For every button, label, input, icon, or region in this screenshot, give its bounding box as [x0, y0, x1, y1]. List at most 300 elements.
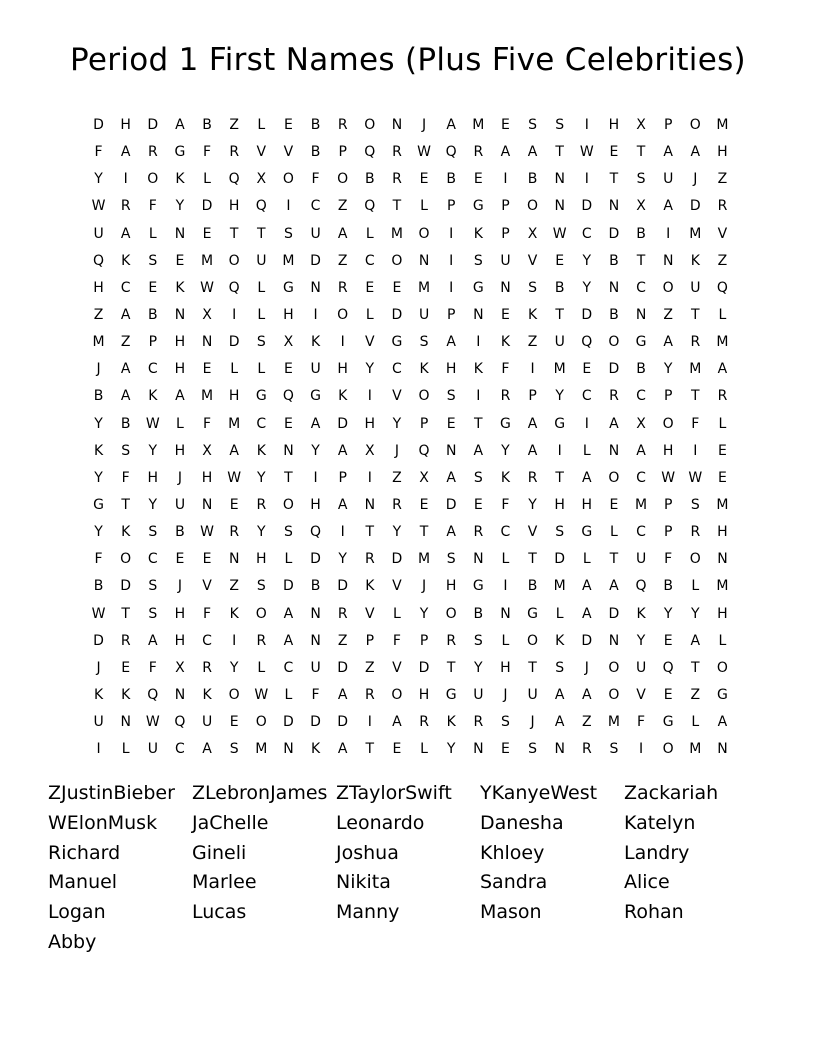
grid-letter: C [636, 524, 646, 541]
grid-letter: O [662, 415, 674, 432]
grid-letter: T [229, 225, 239, 242]
grid-letter: G [717, 686, 728, 703]
grid-letter: T [392, 198, 402, 215]
grid-letter: N [418, 252, 430, 269]
grid-letter: E [392, 741, 402, 758]
grid-letter: A [690, 144, 701, 161]
grid-letter: U [310, 361, 321, 378]
grid-letter: J [421, 578, 427, 595]
grid-letter: M [607, 714, 620, 731]
grid-letter: E [501, 306, 510, 323]
grid-letter: Z [337, 252, 348, 269]
grid-letter: G [445, 686, 457, 703]
grid-letter: T [284, 469, 293, 486]
grid-letter: W [91, 605, 106, 622]
grid-row [85, 709, 736, 736]
grid-letter: N [500, 279, 511, 296]
grid-letter: F [94, 551, 103, 568]
grid-letter: V [717, 225, 728, 242]
word-list-item: Gineli [192, 841, 247, 864]
grid-letter: U [690, 279, 701, 296]
grid-letter: V [365, 605, 375, 622]
grid-letter: Q [716, 279, 728, 296]
grid-letter: L [691, 714, 700, 731]
grid-letter: N [174, 306, 186, 323]
grid-letter: U [418, 306, 430, 323]
grid-letter: G [635, 334, 647, 351]
grid-letter: I [123, 171, 128, 188]
word-list-item: Abby [48, 930, 97, 953]
word-list-item: Manny [336, 901, 400, 924]
grid-letter: C [364, 252, 375, 269]
grid-letter: F [311, 686, 320, 703]
grid-row [85, 546, 736, 573]
grid-letter: E [229, 496, 239, 513]
grid-letter: G [472, 578, 484, 595]
grid-letter: W [200, 279, 214, 296]
grid-letter: T [365, 524, 375, 541]
grid-letter: K [690, 252, 700, 269]
grid-letter: E [501, 117, 510, 133]
grid-letter: F [94, 144, 103, 161]
grid-letter: I [367, 388, 372, 405]
grid-letter: D [283, 714, 294, 731]
grid-letter: P [446, 198, 456, 215]
grid-letter: O [445, 605, 457, 622]
grid-letter: K [121, 686, 131, 703]
grid-row [85, 519, 736, 546]
grid-letter: O [689, 551, 701, 568]
grid-letter: R [717, 388, 728, 405]
grid-letter: G [310, 388, 321, 405]
grid-letter: D [418, 659, 430, 676]
grid-letter: L [582, 551, 591, 568]
grid-letter: N [228, 551, 240, 568]
word-list-item: Khloey [480, 841, 545, 864]
grid-letter: W [688, 469, 703, 486]
grid-letter: U [201, 714, 213, 731]
grid-letter: J [394, 442, 399, 459]
grid-letter: A [446, 334, 456, 351]
grid-letter: Q [147, 686, 159, 703]
grid-letter: L [284, 551, 293, 568]
grid-letter: R [120, 198, 131, 215]
grid-letter: I [449, 252, 454, 269]
grid-letter: S [419, 334, 429, 351]
grid-letter: I [476, 388, 481, 405]
grid-letter: A [582, 605, 592, 622]
word-list-item: YKanyeWest [480, 782, 598, 804]
grid-letter: O [337, 171, 349, 188]
grid-letter: E [663, 686, 673, 703]
grid-letter: K [229, 605, 239, 622]
grid-letter: H [717, 605, 728, 622]
grid-letter: B [663, 578, 673, 595]
page-title: Period 1 First Names (Plus Five Celebrities) [70, 42, 746, 78]
grid-letter: A [175, 388, 185, 405]
grid-letter: R [229, 524, 240, 541]
grid-letter: I [503, 578, 508, 595]
grid-row [85, 248, 736, 275]
grid-letter: N [717, 551, 728, 568]
grid-letter: T [636, 252, 646, 269]
grid-letter: A [473, 442, 484, 459]
grid-letter: I [367, 469, 372, 486]
grid-letter: E [663, 632, 673, 649]
grid-letter: Q [418, 442, 430, 459]
grid-letter: Y [663, 361, 673, 378]
grid-letter: E [365, 279, 375, 296]
grid-letter: P [663, 117, 673, 133]
grid-letter: W [227, 469, 242, 486]
grid-letter: K [175, 279, 185, 296]
grid-letter: Q [445, 144, 457, 161]
grid-letter: N [391, 117, 403, 133]
grid-letter: G [174, 144, 186, 161]
grid-letter: I [557, 442, 562, 459]
grid-letter: S [283, 524, 293, 541]
grid-letter: I [530, 361, 535, 378]
grid-letter: D [283, 578, 294, 595]
grid-letter: Y [229, 659, 239, 676]
grid-letter: M [282, 252, 295, 269]
grid-letter: H [120, 117, 131, 133]
grid-letter: H [147, 469, 159, 486]
grid-letter: W [254, 686, 269, 703]
grid-letter: R [337, 605, 348, 622]
grid-letter: Y [148, 496, 158, 513]
grid-letter: M [92, 334, 105, 351]
grid-letter: B [93, 578, 104, 595]
grid-letter: Y [338, 551, 347, 568]
grid-letter: O [255, 605, 267, 622]
grid-letter: J [530, 714, 535, 731]
grid-letter: W [417, 144, 431, 161]
grid-letter: N [310, 279, 321, 296]
grid-letter: J [96, 659, 101, 676]
grid-letter: A [636, 442, 646, 459]
grid-row [85, 492, 736, 519]
grid-letter: D [337, 659, 349, 676]
grid-letter: S [446, 551, 456, 568]
grid-letter: S [229, 741, 239, 758]
grid-letter: M [472, 117, 485, 133]
grid-letter: L [718, 415, 727, 432]
grid-letter: E [175, 551, 185, 568]
word-list-item: Marlee [192, 871, 257, 894]
grid-letter: O [337, 306, 349, 323]
grid-letter: M [716, 117, 729, 133]
grid-letter: M [390, 225, 403, 242]
grid-letter: E [202, 361, 212, 378]
grid-letter: A [337, 741, 348, 758]
grid-letter: L [284, 686, 293, 703]
grid-letter: W [579, 144, 594, 161]
grid-letter: L [420, 741, 428, 758]
grid-letter: I [286, 198, 291, 215]
grid-letter: I [340, 334, 345, 351]
grid-letter: B [636, 225, 646, 242]
grid-letter: E [718, 469, 727, 486]
grid-letter: T [636, 144, 646, 161]
grid-letter: D [581, 306, 593, 323]
grid-letter: M [553, 578, 566, 595]
grid-letter: C [147, 551, 158, 568]
grid-letter: G [581, 524, 593, 541]
grid-letter: K [310, 334, 321, 351]
grid-letter: T [691, 388, 700, 405]
grid-row [85, 465, 736, 492]
grid-letter: Y [691, 605, 700, 622]
grid-letter: N [554, 198, 565, 215]
grid-row [85, 193, 736, 220]
grid-letter: A [663, 198, 673, 215]
grid-letter: A [120, 225, 131, 242]
word-list-item: JaChelle [192, 811, 269, 834]
grid-letter: I [503, 171, 508, 188]
grid-letter: M [255, 741, 268, 758]
grid-letter: Y [148, 442, 158, 459]
grid-row [85, 302, 736, 329]
grid-letter: U [310, 225, 321, 242]
grid-letter: R [120, 632, 131, 649]
grid-letter: Y [94, 469, 103, 486]
grid-letter: H [418, 686, 430, 703]
grid-letter: X [256, 171, 267, 188]
grid-letter: M [689, 741, 702, 758]
grid-letter: X [365, 442, 375, 459]
grid-letter: S [446, 388, 456, 405]
grid-row [85, 438, 736, 465]
word-list-item: Joshua [336, 841, 399, 864]
grid-letter: O [391, 252, 403, 269]
grid-letter: S [555, 117, 565, 133]
word-list-item: ZJustinBieber [48, 782, 175, 804]
grid-letter: S [555, 659, 565, 676]
grid-letter: L [393, 605, 401, 622]
grid-letter: H [581, 496, 593, 513]
grid-letter: K [555, 632, 565, 649]
grid-letter: P [148, 334, 158, 351]
grid-letter: C [175, 741, 185, 758]
grid-letter: K [419, 361, 429, 378]
grid-letter: E [555, 252, 565, 269]
grid-letter: I [638, 741, 644, 758]
grid-letter: N [608, 632, 620, 649]
grid-letter: P [365, 632, 375, 649]
grid-letter: G [662, 714, 674, 731]
grid-row [85, 221, 736, 248]
grid-letter: A [609, 578, 619, 595]
grid-letter: H [174, 632, 186, 649]
grid-letter: A [554, 686, 565, 703]
grid-letter: E [446, 415, 456, 432]
grid-letter: A [337, 686, 348, 703]
grid-letter: L [718, 632, 727, 649]
grid-letter: F [148, 659, 157, 676]
grid-letter: N [500, 605, 511, 622]
grid-letter: A [446, 117, 456, 133]
word-list-item: Mason [480, 901, 542, 924]
grid-letter: H [337, 361, 348, 378]
grid-letter: T [555, 469, 564, 486]
grid-letter: Q [635, 578, 647, 595]
grid-letter: W [552, 225, 567, 242]
grid-letter: K [202, 686, 212, 703]
grid-letter: Z [337, 632, 348, 649]
grid-letter: N [174, 225, 186, 242]
grid-letter: B [527, 578, 538, 595]
grid-letter: L [691, 578, 700, 595]
grid-letter: N [608, 198, 620, 215]
word-list-item: Danesha [480, 811, 564, 834]
word-list-item: Lucas [192, 901, 247, 924]
grid-row [85, 682, 736, 709]
grid-letter: N [283, 741, 294, 758]
grid-letter: V [527, 524, 538, 541]
grid-letter: N [120, 714, 131, 731]
grid-letter: I [693, 442, 698, 459]
grid-letter: L [610, 524, 618, 541]
grid-letter: I [367, 714, 372, 731]
grid-letter: A [337, 442, 348, 459]
grid-letter: R [527, 469, 538, 486]
grid-letter: G [472, 279, 484, 296]
grid-letter: I [232, 632, 237, 649]
grid-letter: Q [93, 252, 105, 269]
grid-letter: A [175, 117, 185, 133]
grid-letter: L [257, 361, 266, 378]
grid-letter: Q [662, 659, 674, 676]
grid-letter: K [636, 605, 646, 622]
grid-letter: F [148, 198, 157, 215]
grid-letter: B [365, 171, 375, 188]
grid-letter: U [473, 686, 484, 703]
grid-letter: E [284, 415, 293, 432]
grid-letter: C [500, 524, 511, 541]
word-list-item: Nikita [336, 871, 391, 894]
grid-letter: R [392, 144, 402, 161]
grid-letter: C [581, 388, 592, 405]
grid-row [85, 275, 736, 302]
grid-letter: O [228, 252, 240, 269]
grid-letter: F [311, 171, 320, 188]
grid-letter: A [663, 334, 673, 351]
grid-letter: A [310, 415, 321, 432]
grid-letter: M [418, 551, 431, 568]
grid-letter: W [91, 198, 106, 215]
grid-letter: D [310, 252, 321, 269]
grid-letter: U [174, 496, 186, 513]
grid-letter: D [147, 117, 159, 133]
grid-letter: O [418, 388, 430, 405]
grid-letter: P [338, 469, 347, 486]
grid-letter: O [282, 496, 294, 513]
grid-letter: N [310, 632, 321, 649]
grid-letter: D [337, 415, 349, 432]
grid-letter: I [449, 279, 454, 296]
grid-letter: Z [93, 306, 104, 323]
grid-letter: N [283, 442, 294, 459]
grid-letter: M [635, 496, 648, 513]
grid-letter: A [527, 442, 538, 459]
grid-letter: N [473, 741, 484, 758]
grid-letter: X [175, 659, 185, 676]
grid-letter: S [148, 578, 158, 595]
grid-letter: D [608, 605, 620, 622]
grid-letter: Y [582, 252, 592, 269]
grid-letter: G [500, 415, 511, 432]
grid-letter: Q [581, 334, 593, 351]
grid-letter: N [554, 171, 565, 188]
grid-letter: O [147, 171, 159, 188]
grid-letter: O [608, 686, 620, 703]
grid-letter: C [636, 279, 646, 296]
grid-letter: H [174, 334, 186, 351]
grid-letter: J [421, 117, 427, 133]
grid-letter: E [284, 361, 293, 378]
grid-letter: U [635, 659, 647, 676]
grid-letter: Q [364, 198, 376, 215]
grid-letter: T [528, 551, 537, 568]
grid-letter: C [636, 469, 646, 486]
grid-letter: Q [282, 388, 294, 405]
grid-letter: E [473, 171, 483, 188]
grid-letter: P [663, 496, 673, 513]
grid-row [85, 139, 736, 166]
grid-letter: A [554, 714, 565, 731]
grid-letter: C [283, 659, 294, 676]
grid-letter: D [337, 714, 349, 731]
grid-letter: L [365, 306, 374, 323]
grid-letter: Q [228, 171, 240, 188]
grid-letter: E [419, 171, 429, 188]
grid-letter: U [663, 171, 674, 188]
grid-letter: D [581, 632, 593, 649]
grid-letter: D [93, 117, 104, 133]
grid-letter: S [528, 279, 537, 296]
grid-letter: O [120, 551, 132, 568]
grid-letter: J [503, 686, 508, 703]
grid-letter: K [446, 714, 456, 731]
grid-letter: R [256, 496, 267, 513]
grid-letter: S [473, 632, 483, 649]
grid-letter: O [608, 334, 620, 351]
grid-letter: J [177, 578, 182, 595]
grid-letter: H [608, 117, 620, 133]
grid-row [85, 411, 736, 438]
grid-letter: L [582, 442, 591, 459]
grid-letter: F [691, 415, 700, 432]
grid-letter: B [202, 117, 212, 133]
grid-letter: B [609, 252, 619, 269]
grid-letter: A [717, 714, 728, 731]
grid-letter: A [283, 605, 294, 622]
word-list-item: Richard [48, 841, 121, 864]
grid-letter: N [201, 496, 213, 513]
grid-letter: N [717, 741, 728, 758]
grid-letter: B [310, 144, 321, 161]
grid-letter: T [555, 144, 564, 161]
grid-letter: S [473, 469, 483, 486]
grid-letter: T [121, 496, 130, 513]
grid-letter: B [554, 279, 565, 296]
grid-letter: E [392, 279, 402, 296]
grid-letter: Z [120, 334, 131, 351]
grid-letter: Z [337, 198, 348, 215]
grid-letter: O [228, 686, 240, 703]
grid-letter: V [527, 252, 538, 269]
